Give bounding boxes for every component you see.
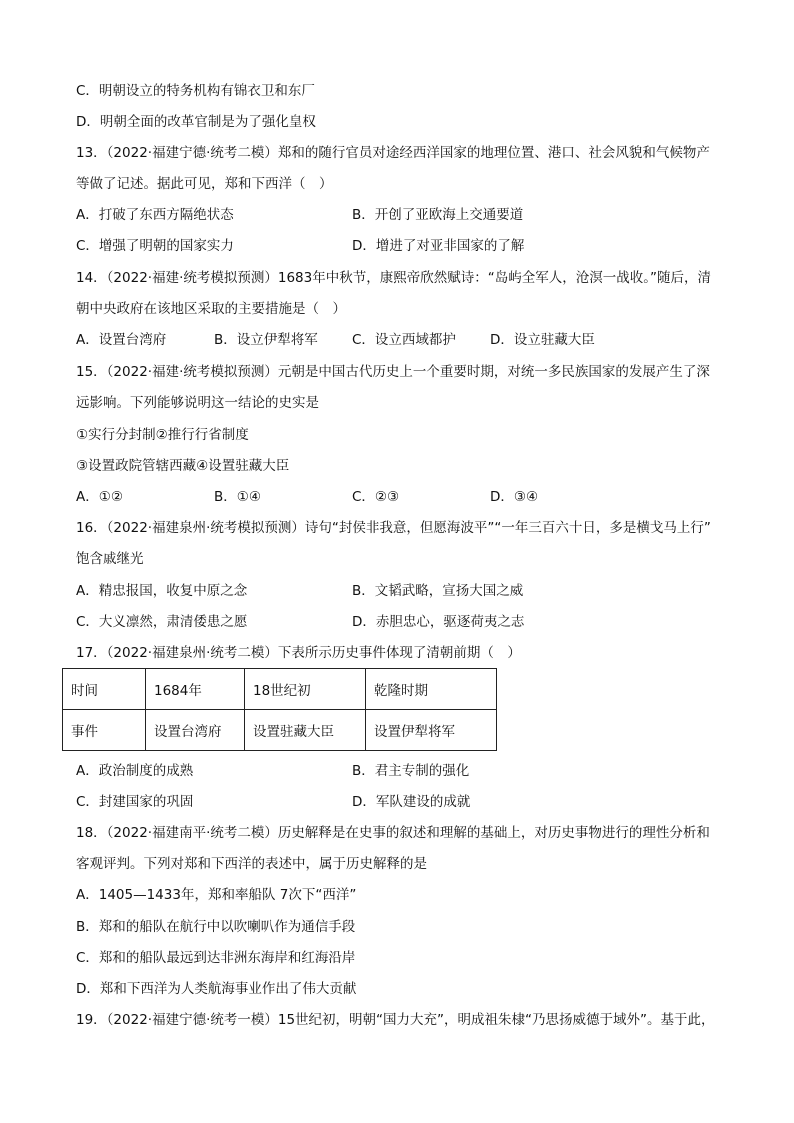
question-15-stem: 15．（2022·福建·统考模拟预测）元朝是中国古代历史上一个重要时期，对统一多民族国家的发展产生了深 xyxy=(76,364,710,380)
q16-option-b: B．文韬武略，宣扬大国之威 xyxy=(352,583,524,599)
q15-option-c: C．②③ xyxy=(352,489,400,505)
q14-option-c: C．设立西域都护 xyxy=(352,332,456,348)
table-cell: 乾隆时期 xyxy=(366,669,497,710)
q16-option-c: C．大义凛然，肃清倭患之愿 xyxy=(76,614,248,630)
q18-option-b: B．郑和的船队在航行中以吹喇叭作为通信手段 xyxy=(76,919,356,935)
question-16-stem-cont: 饱含戚继光 xyxy=(76,551,144,567)
table-cell: 设置台湾府 xyxy=(146,710,245,751)
table-cell: 18世纪初 xyxy=(245,669,366,710)
table-row xyxy=(63,669,497,710)
q14-option-a: A．设置台湾府 xyxy=(76,332,167,348)
q18-option-c: C．郑和的船队最远到达非洲东海岸和红海沿岸 xyxy=(76,950,356,966)
q13-option-a: A．打破了东西方隔绝状态 xyxy=(76,207,234,223)
question-13-stem: 13．（2022·福建宁德·统考二模）郑和的随行官员对途经西洋国家的地理位置、港口、社会风貌和气候物产 xyxy=(76,145,710,161)
q14-option-d: D．设立驻藏大臣 xyxy=(490,332,595,348)
option-line: C．明朝设立的特务机构有锦衣卫和东厂 xyxy=(76,83,315,99)
table-cell: 1684年 xyxy=(146,669,245,710)
table-cell: 设置驻藏大臣 xyxy=(245,710,366,751)
question-13-stem-cont: 等做了记述。据此可见，郑和下西洋（ ） xyxy=(76,176,333,192)
q15-option-b: B．①④ xyxy=(214,489,261,505)
q18-option-d: D．郑和下西洋为人类航海事业作出了伟大贡献 xyxy=(76,981,357,997)
q13-option-c: C．增强了明朝的国家实力 xyxy=(76,238,234,254)
q17-option-b: B．君主专制的强化 xyxy=(352,763,470,779)
question-16-stem: 16．（2022·福建泉州·统考模拟预测）诗句“封侯非我意，但愿海波平”“一年三百六十日，多是横戈马上行” xyxy=(76,520,711,536)
q15-option-d: D．③④ xyxy=(490,489,539,505)
table-cell: 时间 xyxy=(63,669,146,710)
q17-option-a: A．政治制度的成熟 xyxy=(76,763,194,779)
question-18-stem: 18．（2022·福建南平·统考二模）历史解释是在史事的叙述和理解的基础上，对历史事物进行的理性分析和 xyxy=(76,825,710,841)
question-19-stem: 19．（2022·福建宁德·统考一模）15世纪初，明朝“国力大充”，明成祖朱棣“乃思扬威德于域外”。基于此， xyxy=(76,1012,715,1028)
table-row xyxy=(63,710,497,751)
question-14-stem: 14．（2022·福建·统考模拟预测）1683年中秋节，康熙帝欣然赋诗：“岛屿全军人，沧溟一战收。”随后，清 xyxy=(76,270,711,286)
q16-option-a: A．精忠报国，收复中原之念 xyxy=(76,583,248,599)
table-cell: 设置伊犁将军 xyxy=(366,710,497,751)
q13-option-d: D．增进了对亚非国家的了解 xyxy=(352,238,525,254)
q17-history-table xyxy=(62,668,497,751)
q16-option-d: D．赤胆忠心，驱逐荷夷之志 xyxy=(352,614,525,630)
question-18-stem-cont: 客观评判。下列对郑和下西洋的表述中，属于历史解释的是 xyxy=(76,856,427,872)
question-14-stem-cont: 朝中央政府在该地区采取的主要措施是（ ） xyxy=(76,301,346,317)
question-15-item-1: ①实行分封制②推行行省制度 xyxy=(76,427,249,443)
table-cell: 事件 xyxy=(63,710,146,751)
q15-option-a: A．①② xyxy=(76,489,123,505)
q14-option-b: B．设立伊犁将军 xyxy=(214,332,318,348)
option-line: D．明朝全面的改革官制是为了强化皇权 xyxy=(76,114,316,130)
q17-option-c: C．封建国家的巩固 xyxy=(76,794,194,810)
question-17-stem: 17．（2022·福建泉州·统考二模）下表所示历史事件体现了清朝前期（ ） xyxy=(76,645,521,661)
question-15-stem-cont: 远影响。下列能够说明这一结论的史实是 xyxy=(76,395,319,411)
question-15-item-2: ③设置政院管辖西藏④设置驻藏大臣 xyxy=(76,458,290,474)
q17-option-d: D．军队建设的成就 xyxy=(352,794,471,810)
q13-option-b: B．开创了亚欧海上交通要道 xyxy=(352,207,524,223)
q18-option-a: A．1405—1433年，郑和率船队 7次下“西洋” xyxy=(76,887,357,903)
